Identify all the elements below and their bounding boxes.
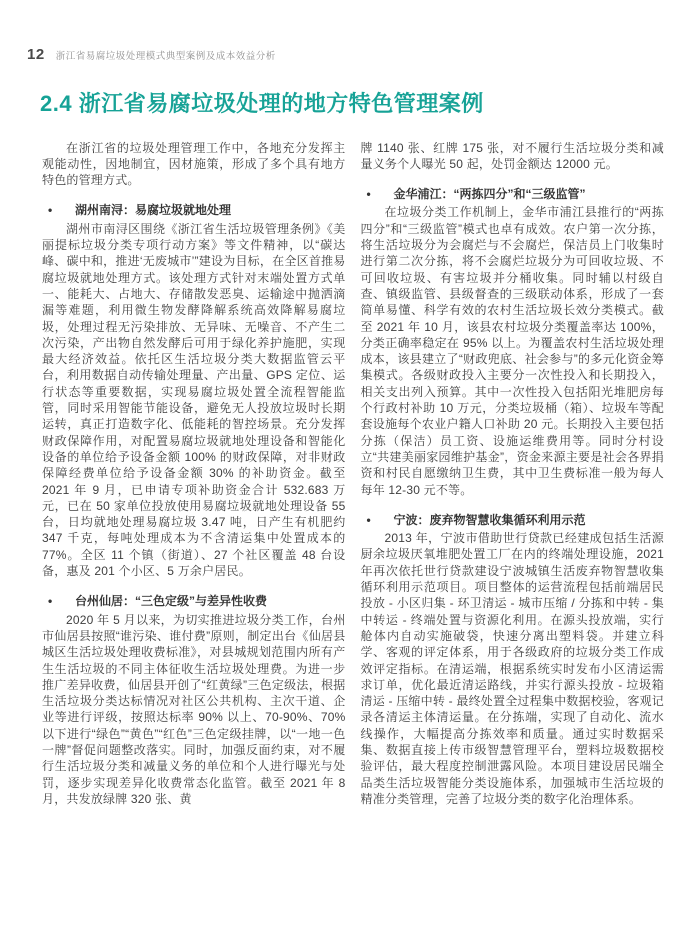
case-section-jinhua-pujiang (361, 186, 665, 498)
section-heading (42, 593, 346, 609)
section-heading-text: 湖州南浔：易腐垃圾就地处理 (75, 203, 232, 218)
section-heading (361, 186, 665, 202)
right-column (361, 140, 665, 808)
intro-paragraph: 在浙江省的垃圾处理管理工作中，各地充分发挥主观能动性，因地制宜，因材施策，形成了多个具有地方特色的管理方式。 (42, 140, 346, 188)
left-column (42, 140, 346, 808)
bullet-icon: • (366, 512, 371, 527)
case-section-ningbo (361, 512, 665, 807)
section-heading-text: 宁波：废弃物智慧收集循环利用示范 (393, 512, 586, 527)
section-body: 2020 年 5 月以来，为切实推进垃圾分类工作，台州市仙居县按照“谁污染、谁付费”原则，制定出台《仙居县城区生活垃圾处理收费标准》，对县城规划范围内所有产生生活垃圾的不同主体征收生活垃圾处理费。为进一步推广差异收费，仙居县开创了“红黄绿”三色定级法，根据生活垃圾分类达标情况对社区公共机构、主次干道、企业等进行评级，按照达标率 90% 以上、70-90%、70% 以下进行“绿色”“黄色”“红色”三色定级挂牌，以“一地一色一牌”督促问题整改落实。同时，加强反面约束，对不履行生活垃圾分类和减量义务的单位和个人进行曝光与处罚，逐步实现差异化收费常态化监管。截至 2021 年 8 月，共发放绿牌 320 张、黄 (42, 612, 346, 806)
section-heading-text: 台州仙居：“三色定级”与差异性收费 (75, 594, 268, 609)
section-heading-text: 金华浦江：“两拣四分”和“三级监管” (393, 187, 586, 202)
chapter-title: 2.4 浙江省易腐垃圾处理的地方特色管理案例 (40, 91, 484, 116)
case-section-taizhou-xianju (42, 593, 346, 807)
page-header (0, 0, 700, 63)
section-body: 在垃圾分类工作机制上，金华市浦江县推行的“两拣四分”和“三级监管”模式也卓有成效。农户第一次分拣，将生活垃圾分为会腐烂与不会腐烂，保洁员上门收集时进行第二次分拣，将不会腐烂垃圾分为可回收垃圾、不可回收垃圾、有害垃圾并分桶收集。同时辅以村级自查、镇级监管、县级督查的三级联动体系，形成了一套简单易懂、科学有效的农村生活垃圾长效分类模式。截至 2021 年 10 月，该县农村垃圾分类覆盖率达 100%，分类正确率稳定在 95% 以上。为覆盖农村生活垃圾处理成本，该县建立了“财政兜底、社会参与”的多元化资金筹集模式。各级财政投入主要分一次性投入和长期投入，相关支出列入预算。其中一次性投入包括阳光堆肥房每个行政村补助 10 万元，分类垃圾桶（箱）、垃圾车等配套设施每个农业户籍人口补助 20 元。长期投入主要包括分拣（保洁）员工资、设施运维费用等。同时分村设立“共建美丽家园维护基金”，资金来源主要是社会各界捐资和村民自愿缴纳卫生费，其中卫生费标准一般为每人每年 12-30 元不等。 (360, 205, 664, 497)
continuation-paragraph: 牌 1140 张、红牌 175 张，对不履行生活垃圾分类和减量义务个人曝光 50 起，处罚金额达 12000 元。 (360, 140, 664, 171)
page-number: 12 (27, 46, 45, 63)
section-body: 2013 年，宁波市借助世行贷款已经建成包括生活源厨余垃圾厌氧堆肥处置工厂在内的终端处理设施，2021 年再次依托世行贷款建设宁波城镇生活废弃物智慧收集循环利用示范项目。项目整体的运营流程包括前端居民投放 - 小区归集 - 环卫清运 - 城市压缩 / 分拣和中转 - 集中转运 - 终端处置与资源化利用。在源头投放端，实行舱体内自动实施破袋，快速分离出塑料袋。并建立科学、客观的评定体系，用于各级政府的垃圾分类工作成效评定指标。在清运端，根据系统实时发布小区清运需求订单，优化最近清运路线，并实行源头投放 - 垃圾箱清运 - 压缩中转 - 最终处置全过程集中数据校验，客观记录各清运主体清运量。在分拣端，实现了自动化、流水线操作，大幅提高分拣效率和质量。通过实时数据采集、数据直接上传市级智慧管理平台，塑料垃圾数据校验评估，最大程度控制泄露风险。本项目建设居民端全品类生活垃圾智能分类设施体系，加强城市生活垃圾的精准分类管理，完善了垃圾分类的数字化治理体系。 (360, 531, 664, 806)
bullet-icon: • (366, 187, 371, 202)
bullet-icon: • (48, 594, 53, 609)
section-body: 湖州市南浔区围绕《浙江省生活垃圾管理条例》《美丽提标垃圾分类专项行动方案》等文件精神，以“碳达峰、碳中和，推进‘无废城市’”建设为目标，在全区首推易腐垃圾就地处理方式。该处理方式针对末端处置方式单一、能耗大、占地大、存储散发恶臭、运输途中抛洒滴漏等难题，利用微生物发酵降解系统高效降解易腐垃圾，处理过程无污染排放、无异味、无噪音、不产生二次污染，产出物自然发酵后可用于绿化养护施肥，实现最大经济效益。依托区生活垃圾分类大数据监管云平台，利用数据自动传输处理量、产出量、GPS 定位、运行状态等重要数据，实现易腐垃圾处置全流程智能监管，同时采用智能节能设备，避免无人投放垃圾时长期运转，真正打造数字化、低能耗的智控场景。充分发挥财政保障作用，对配置易腐垃圾就地处理设备和智能化设备的单位给予设备金额 100% 的财政保障，对非财政保障经费单位给予设备金额 30% 的补助资金。截至 2021 年 9 月，已申请专项补助资金合计 532.683 万元，已在 50 家单位投放使用易腐垃圾就地处理设备 55 台，日均就地处理易腐垃圾 3.47 吨，日产生有机肥约 347 千克，每吨处理成本为不含清运集中处置成本的 77%。全区 11 个镇（街道）、27 个社区覆盖 48 台设备，惠及 201 个小区、5 万余户居民。 (42, 221, 346, 579)
case-section-huzhou-nanxun (42, 202, 346, 579)
section-heading (42, 202, 346, 218)
running-title: 浙江省易腐垃圾处理模式典型案例及成本效益分析 (55, 51, 276, 62)
bullet-icon: • (48, 203, 53, 218)
section-heading (361, 512, 665, 528)
two-column-layout (42, 140, 664, 808)
